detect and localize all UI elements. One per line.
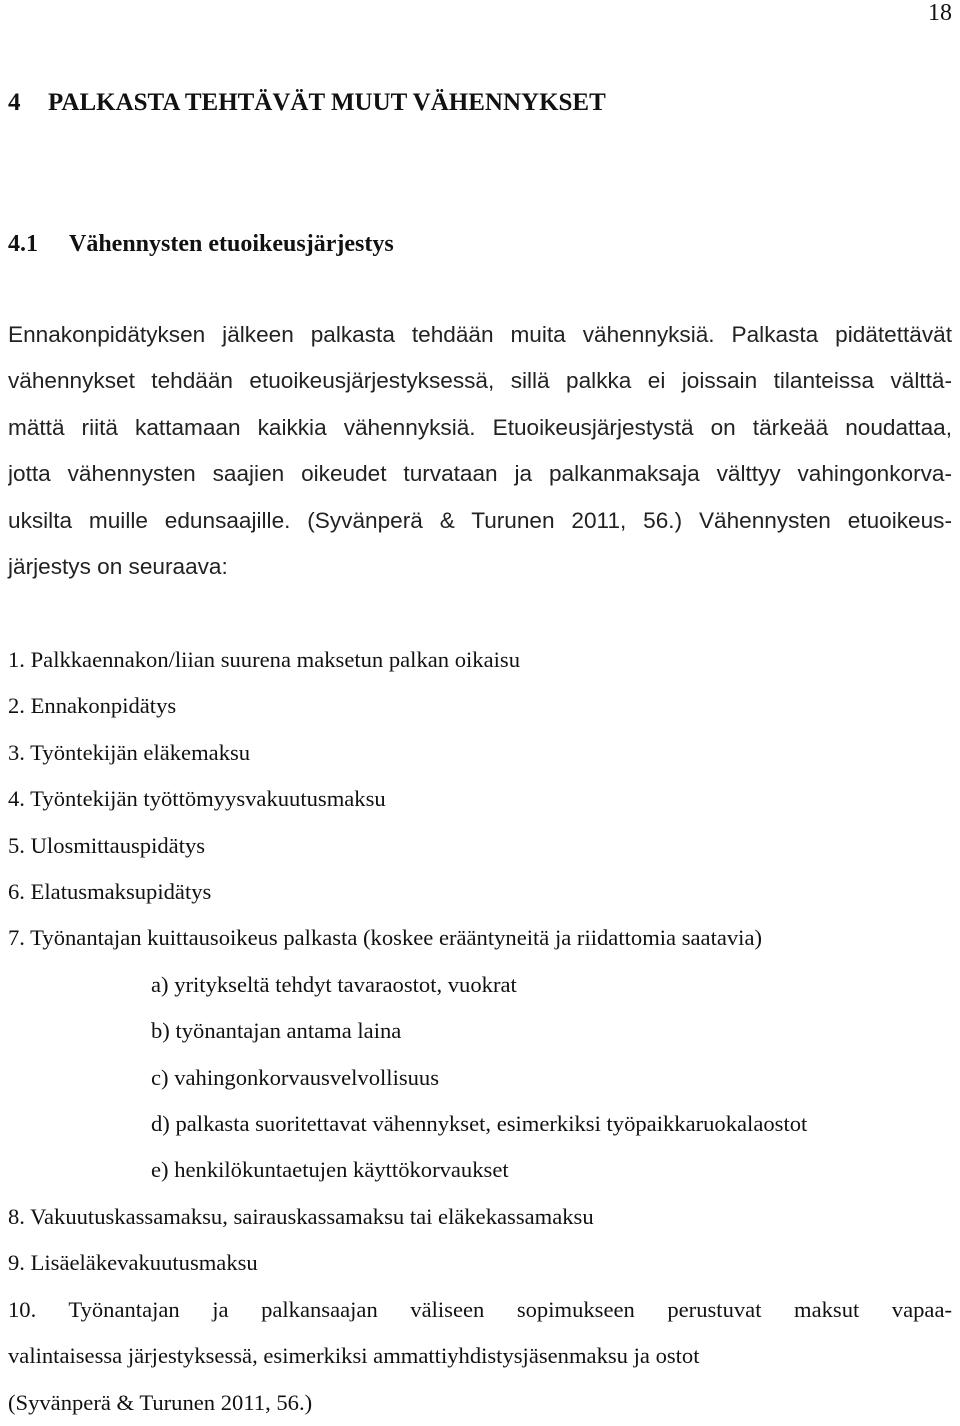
citation: (Syvänperä & Turunen 2011, 56.) bbox=[8, 1389, 313, 1415]
chapter-title: PALKASTA TEHTÄVÄT MUUT VÄHENNYKSET bbox=[48, 89, 606, 116]
list-item: 6. Elatusmaksupidätys bbox=[8, 878, 212, 904]
sub-list-item: c) vahingonkorvausvelvollisuus bbox=[151, 1064, 440, 1090]
list-item-10 bbox=[8, 1287, 952, 1426]
section-number: 4.1 bbox=[8, 231, 38, 257]
list-item: 1. Palkkaennakon/liian suurena maksetun palkan oikaisu bbox=[8, 647, 520, 672]
list-item: 8. Vakuutuskassamaksu, sairauskassamaksu tai eläkekassamaksu bbox=[8, 1203, 594, 1229]
list-item: 4. Työntekijän työttömyysvakuutusmaksu bbox=[8, 786, 386, 812]
paragraph-line: jotta vähennysten saajien oikeudet turvataan ja palkanmaksaja välttyy vahingonkorva- bbox=[8, 461, 952, 487]
chapter-heading bbox=[8, 88, 606, 118]
sub-list-item: b) työnantajan antama laina bbox=[151, 1018, 402, 1044]
sub-list-item: e) henkilökuntaetujen käyttökorvaukset bbox=[151, 1157, 509, 1183]
list-item: 9. Lisäeläkevakuutusmaksu bbox=[8, 1250, 258, 1276]
sub-list-item: a) yritykseltä tehdyt tavaraostot, vuokrat bbox=[151, 971, 517, 997]
paragraph-line: Ennakonpidätyksen jälkeen palkasta tehdään muita vähennyksiä. Palkasta pidätettävät bbox=[8, 322, 952, 347]
list-item: 3. Työntekijän eläkemaksu bbox=[8, 739, 251, 765]
paragraph-line: uksilta muille edunsaajille. (Syvänperä & Turunen 2011, 56.) Vähennysten etuoikeus- bbox=[8, 507, 952, 533]
list-item-10-line: valintaisessa järjestyksessä, esimerkiksi ammattiyhdistysjäsenmaksu ja ostot bbox=[8, 1343, 700, 1369]
intro-paragraph bbox=[8, 312, 952, 590]
paragraph-line: mättä riitä kattamaan kaikkia vähennyksiä. Etuoikeusjärjestystä on tärkeää noudattaa, bbox=[8, 414, 952, 440]
list-item: 7. Työnantajan kuittausoikeus palkasta (koskee erääntyneitä ja riidattomia saatavia) bbox=[8, 925, 762, 951]
sub-list bbox=[8, 962, 952, 1194]
chapter-number: 4 bbox=[8, 89, 21, 116]
section-heading bbox=[8, 229, 394, 259]
priority-list bbox=[8, 637, 952, 1286]
list-item: 5. Ulosmittauspidätys bbox=[8, 832, 206, 858]
sub-list-item: d) palkasta suoritettavat vähennykset, esimerkiksi työpaikkaruokalaostot bbox=[151, 1110, 808, 1136]
paragraph-line: järjestys on seuraava: bbox=[8, 553, 228, 579]
list-item: 2. Ennakonpidätys bbox=[8, 693, 177, 719]
page-number: 18 bbox=[928, 0, 952, 26]
paragraph-line: vähennykset tehdään etuoikeusjärjestyksessä, sillä palkka ei joissain tilanteissa välttä- bbox=[8, 368, 952, 394]
list-item-10-line: 10. Työnantajan ja palkansaajan väliseen sopimukseen perustuvat maksut vapaa- bbox=[8, 1297, 952, 1322]
sub-list-container bbox=[8, 962, 952, 1194]
section-title: Vähennysten etuoikeusjärjestys bbox=[69, 231, 394, 257]
